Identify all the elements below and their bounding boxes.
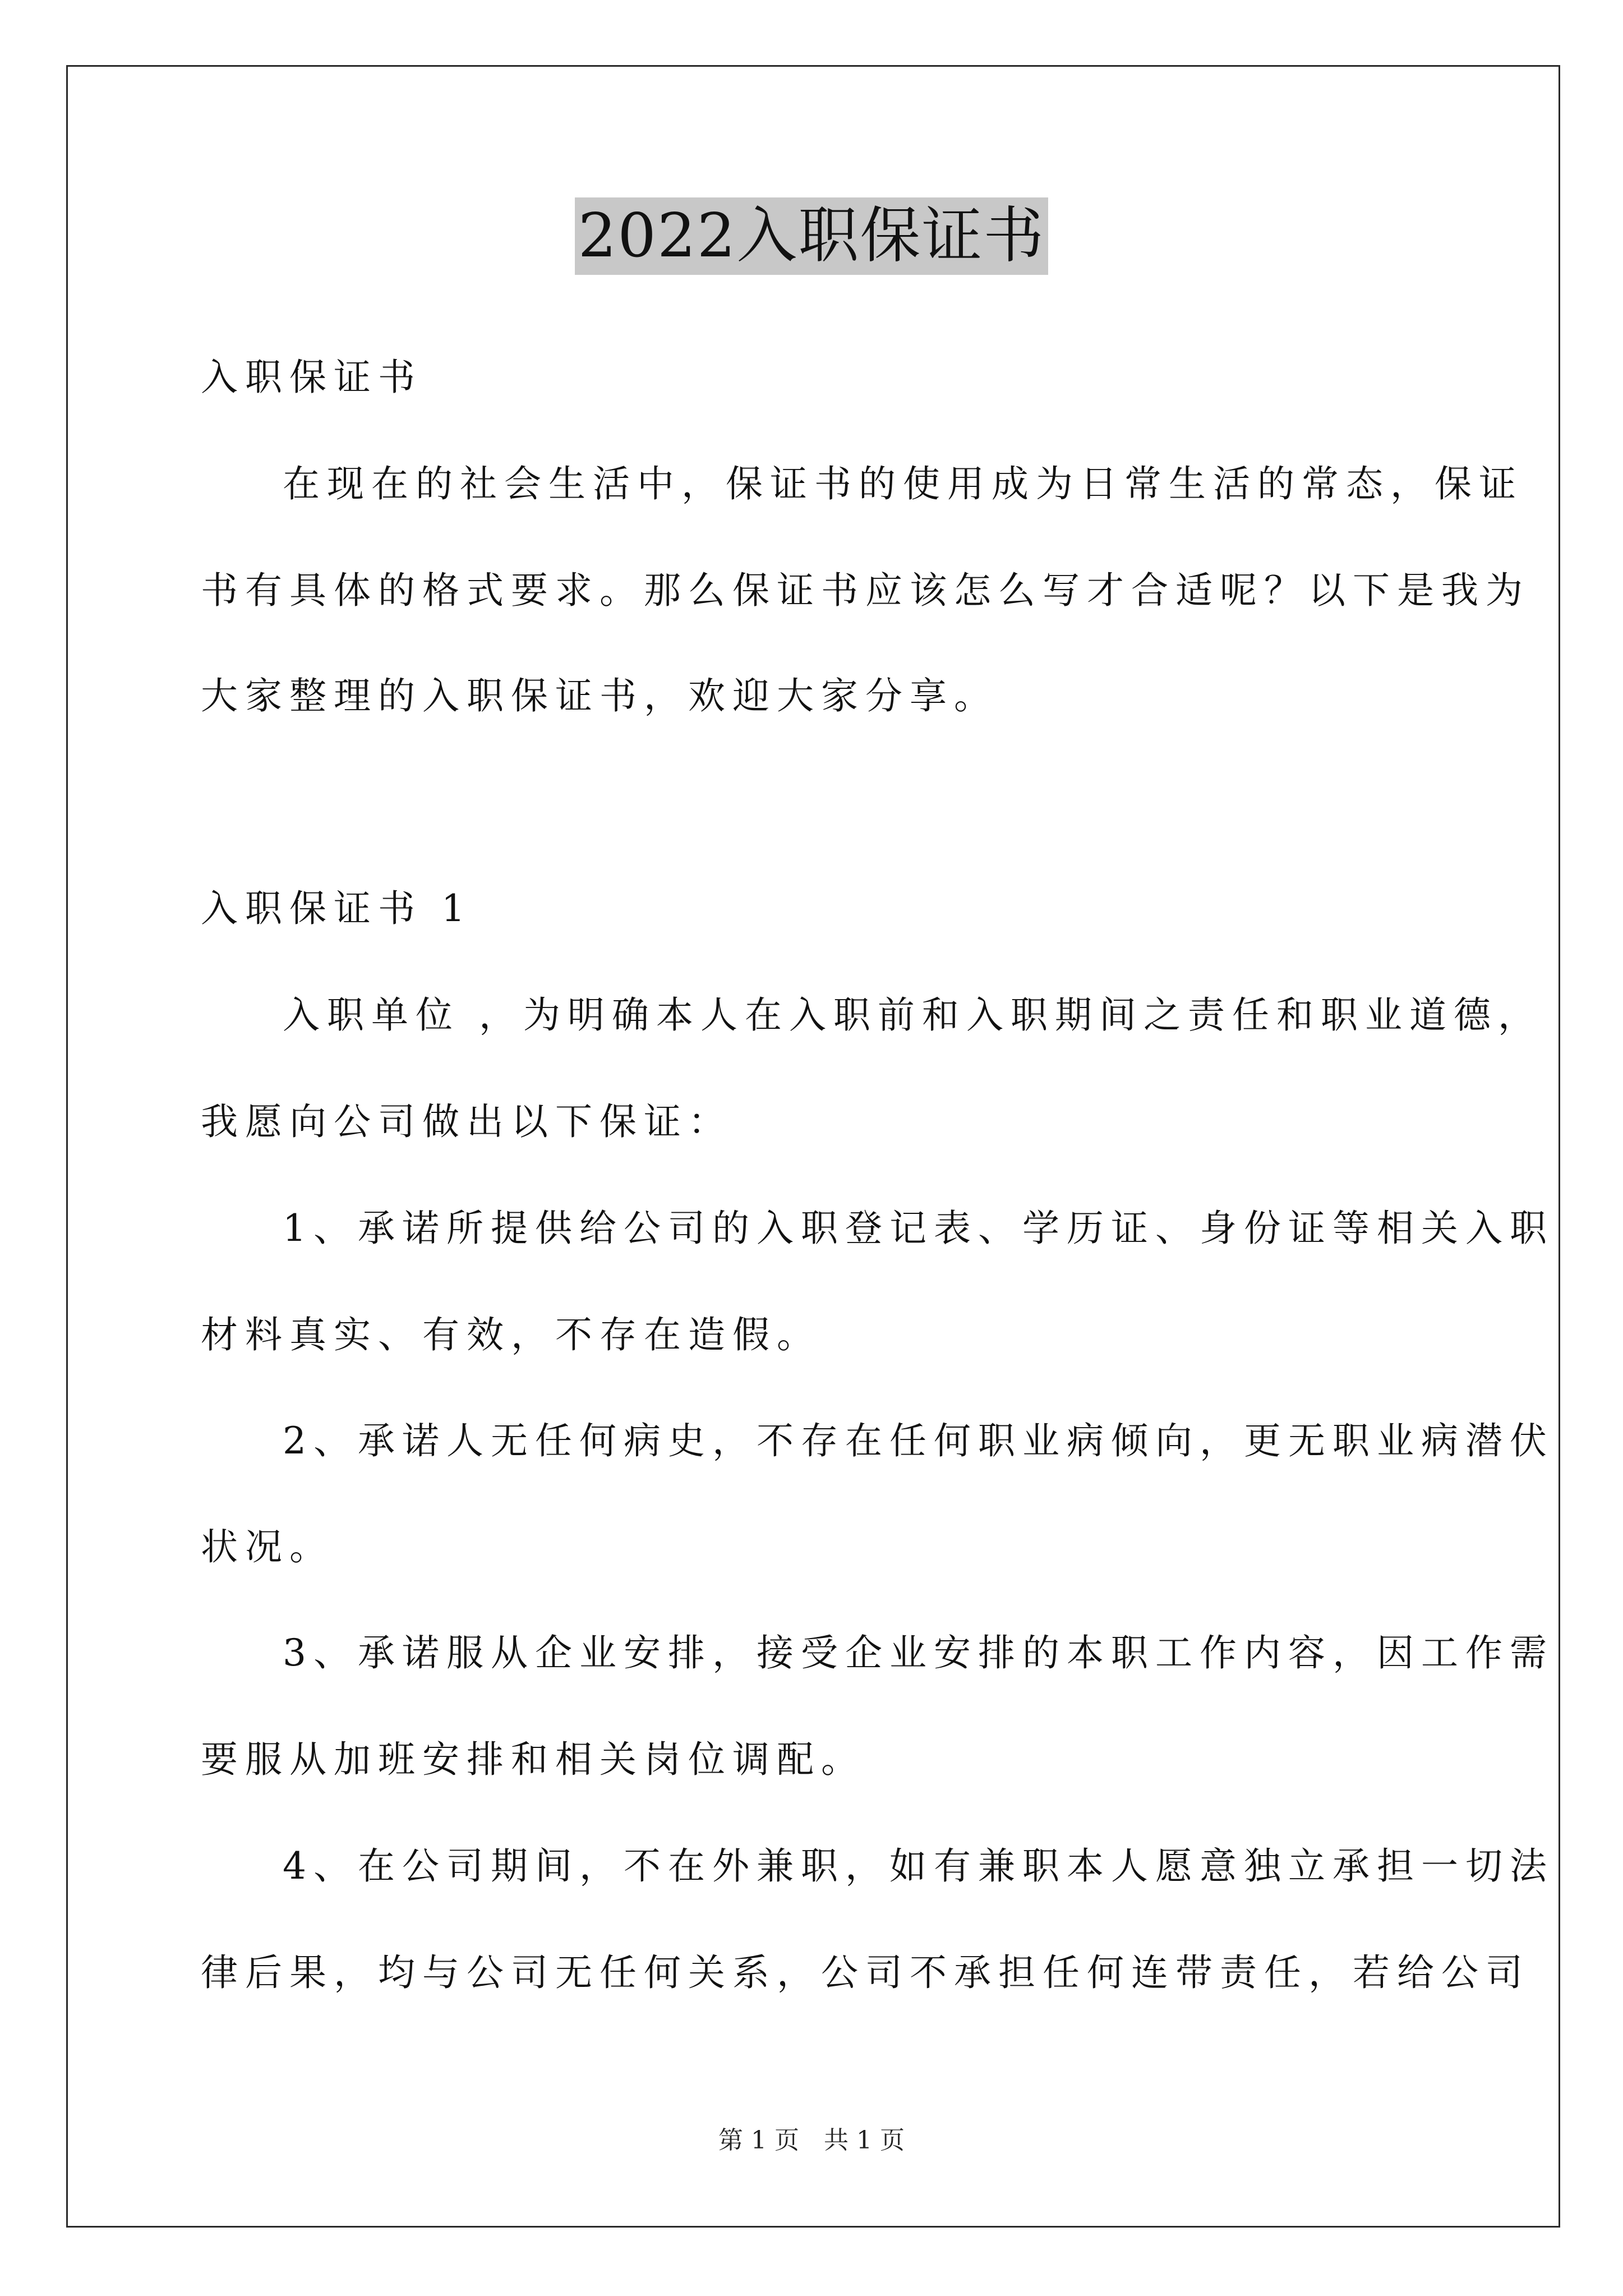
body-line: 1、承诺所提供给公司的入职登记表、学历证、身份证等相关入职 [283,1207,1554,1250]
body-line: 入职单位 ，为明确本人在入职前和入职期间之责任和职业道德， [283,993,1542,1037]
body-line: 状况。 [201,1525,334,1568]
intro-paragraph-line: 在现在的社会生活中，保证书的使用成为日常生活的常态，保证 [283,462,1523,505]
body-line: 我愿向公司做出以下保证： [201,1100,732,1143]
section-heading: 入职保证书 1 [201,887,472,930]
body-line: 要服从加班安排和相关岗位调配。 [201,1738,865,1781]
page-footer: 第 1 页 共 1 页 [718,2126,905,2155]
body-line: 律后果，均与公司无任何关系，公司不承担任何连带责任，若给公司 [201,1951,1530,1994]
body-line: 2、承诺人无任何病史，不存在任何职业病倾向，更无职业病潜伏 [283,1419,1554,1462]
title-container [0,197,1623,275]
document-title: 2022入职保证书 [575,197,1049,275]
intro-paragraph-line: 书有具体的格式要求。那么保证书应该怎么写才合适呢？以下是我为 [201,569,1530,612]
body-line: 3、承诺服从企业安排，接受企业安排的本职工作内容，因工作需 [283,1631,1554,1674]
body-line: 4、在公司期间，不在外兼职，如有兼职本人愿意独立承担一切法 [283,1844,1554,1888]
document-heading: 入职保证书 [201,356,422,399]
intro-paragraph-line: 大家整理的入职保证书，欢迎大家分享。 [201,674,998,717]
body-line: 材料真实、有效，不存在造假。 [201,1313,821,1356]
